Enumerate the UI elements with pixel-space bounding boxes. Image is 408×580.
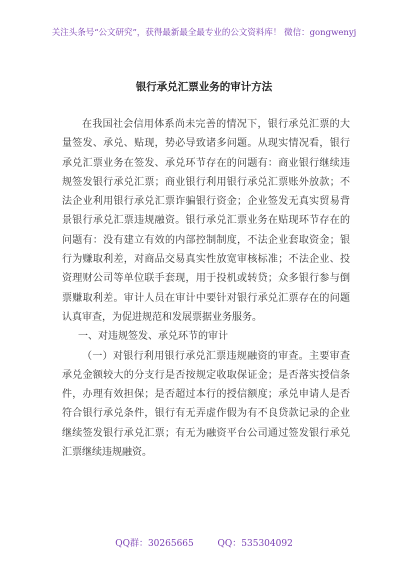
document-title: 银行承兑汇票业务的审计方法 bbox=[135, 81, 273, 93]
footer-contact bbox=[0, 536, 408, 549]
footer-qq-group: QQ群：30265665 bbox=[115, 539, 194, 549]
footer-qq: QQ：535304092 bbox=[217, 539, 293, 549]
body-paragraph: （一）对银行利用银行承兑汇票违规融资的审查。主要审查承兑金额较大的分支行是否按规定收取保证金；是否落实授信条件，办理有效担保；是否超过本行的授信额度；承兑申请人是否符合银行承兑条件，银行有无弄虚作假为有不良贷款记录的企业继续签发银行承兑汇票；有无为融资平台公司通过签发银行承兑汇票继续违规融资。 bbox=[62, 350, 350, 459]
section-heading: 一、对违规签发、承兑环节的审计 bbox=[78, 331, 228, 343]
body-paragraph: 在我国社会信用体系尚未完善的情况下，银行承兑汇票的大量签发、承兑、贴现，势必导致诸多问题。从现实情况看，银行承兑汇票业务在签发、承兑环节存在的问题有：商业银行继续违规签发银行承兑汇票；商业银行利用银行承兑汇票账外放款；不法企业利用银行承兑汇票诈骗银行资金；企业签发无真实贸易背景银行承兑汇票违规融资。银行承兑汇票业务在贴现环节存在的问题有：没有建立有效的内部控制制度，不法企业套取资金；银行为赚取利差，对商品交易真实性放宽审核标准；不法企业、投资理财公司等单位联手套现，用于投机或转贷；众多银行参与倒票赚取利差。审计人员在审计中要针对银行承兑汇票存在的问题认真审查，为促进规范和发展票据业务服务。 bbox=[62, 119, 350, 323]
header-banner: 关注头条号“公文研究”，获得最新最全最专业的公文资料库！ 微信：gongwenyj bbox=[51, 28, 357, 38]
document-body bbox=[62, 115, 350, 462]
